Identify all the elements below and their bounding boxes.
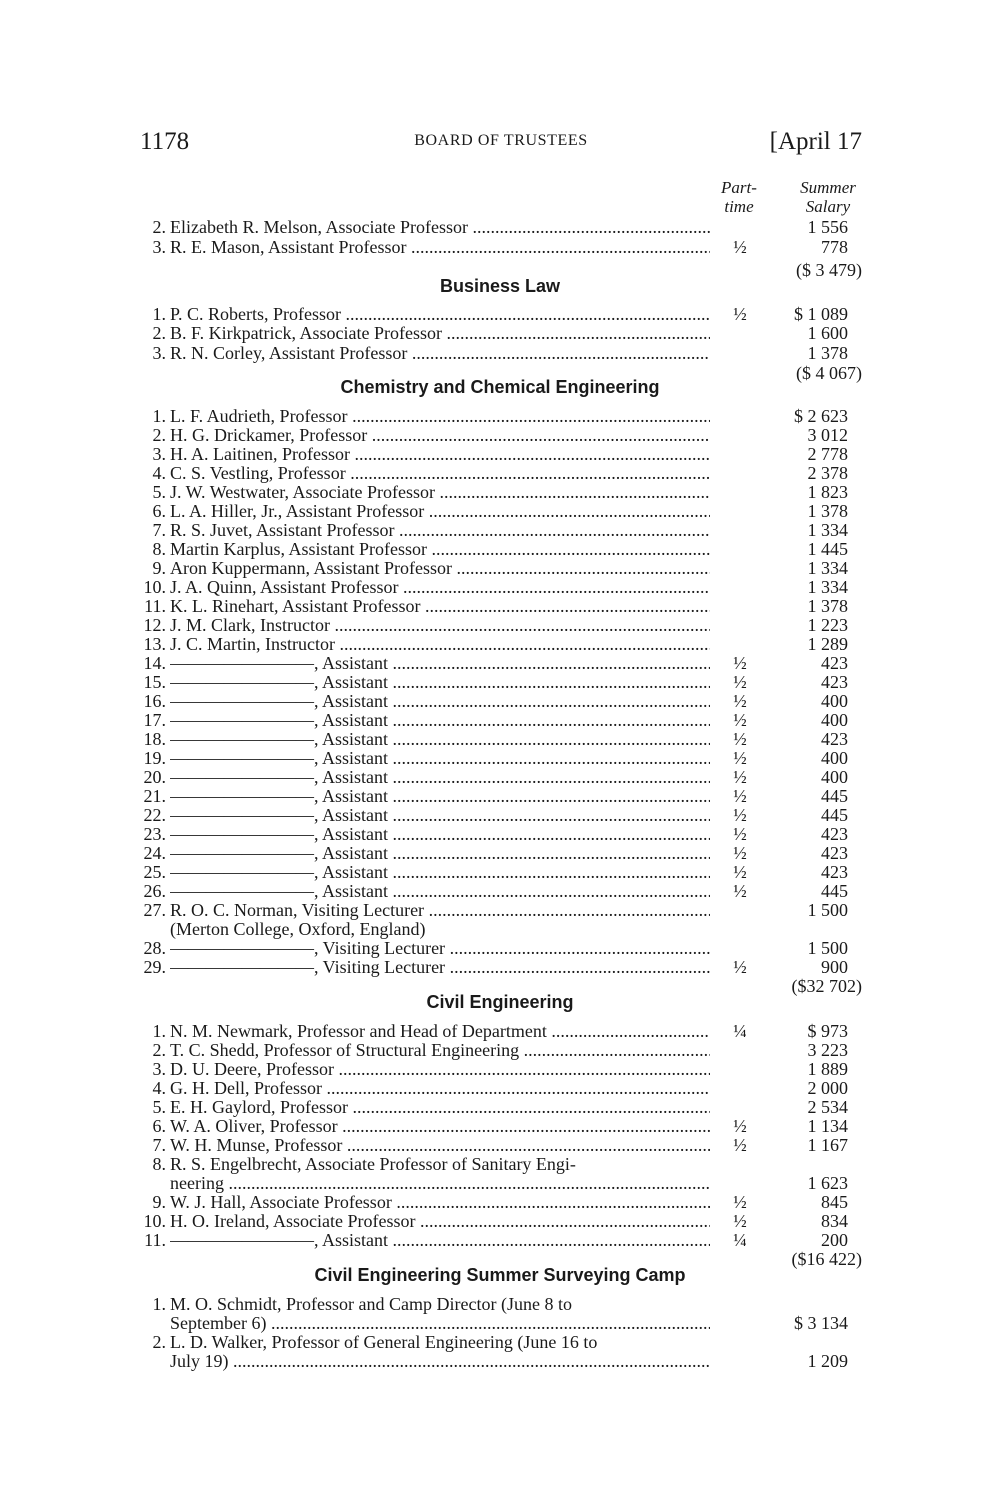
running-title: BOARD OF TRUSTEES xyxy=(414,132,588,149)
entry-row xyxy=(0,1116,1000,1136)
entry-number: 2. xyxy=(152,323,166,343)
part-time-fraction: ½ xyxy=(733,881,747,901)
entry-row xyxy=(0,843,1000,863)
part-time-fraction: ½ xyxy=(733,237,747,257)
entry-row xyxy=(0,862,1000,882)
summer-salary: 1 134 xyxy=(807,1116,848,1136)
entry-number: 9. xyxy=(152,558,166,578)
entry-text: ————————, Assistant ..... xyxy=(170,672,710,692)
part-time-fraction: ½ xyxy=(733,824,747,844)
summer-salary: 2 778 xyxy=(807,444,848,464)
entry-row xyxy=(0,824,1000,844)
entry-row xyxy=(0,1040,1000,1060)
entry-number: 6. xyxy=(152,1116,166,1136)
entry-text: R. O. C. Norman, Visiting Lecturer ..... xyxy=(170,900,710,920)
section-heading: Civil Engineering Summer Surveying Camp xyxy=(314,1265,686,1285)
part-time-fraction: ½ xyxy=(733,729,747,749)
summer-salary: 1 167 xyxy=(807,1135,848,1155)
entry-number: 11. xyxy=(144,596,166,616)
entry-text: H. O. Ireland, Associate Professor ..... xyxy=(170,1211,710,1231)
entry-row xyxy=(0,577,1000,597)
entry-number: 4. xyxy=(152,1078,166,1098)
entry-row xyxy=(0,1313,1000,1333)
summer-salary: $ 973 xyxy=(807,1021,848,1041)
entry-text: L. A. Hiller, Jr., Assistant Professor ..... xyxy=(170,501,710,521)
entry-text: W. J. Hall, Associate Professor ..... xyxy=(170,1192,710,1212)
entry-number: 7. xyxy=(152,520,166,540)
part-time-fraction: ½ xyxy=(733,672,747,692)
entry-number: 17. xyxy=(143,710,166,730)
entry-text: ————————, Assistant ..... xyxy=(170,843,710,863)
entry-row xyxy=(0,406,1000,426)
entry-text: E. H. Gaylord, Professor ..... xyxy=(170,1097,710,1117)
entry-number: 3. xyxy=(152,237,166,257)
summer-salary: 834 xyxy=(821,1211,848,1231)
summer-salary: 1 289 xyxy=(807,634,848,654)
entry-row xyxy=(0,520,1000,540)
summer-salary: 423 xyxy=(821,729,848,749)
summer-salary: 400 xyxy=(821,767,848,787)
part-time-fraction: ½ xyxy=(733,862,747,882)
entry-text: L. D. Walker, Professor of General Engineering (June 16 to xyxy=(170,1332,598,1352)
entry-row xyxy=(0,691,1000,711)
entry-number: 19. xyxy=(143,748,166,768)
entry-number: 10. xyxy=(143,577,166,597)
section-heading: Business Law xyxy=(439,276,561,296)
summer-salary: $ 1 089 xyxy=(794,304,848,324)
entry-number: 1. xyxy=(152,406,166,426)
entry-number: 26. xyxy=(143,881,166,901)
entry-row xyxy=(0,710,1000,730)
entry-number: 8. xyxy=(152,1154,166,1174)
entry-number: 27. xyxy=(143,900,166,920)
entry-row xyxy=(0,1211,1000,1231)
summer-salary: 423 xyxy=(821,653,848,673)
entry-row xyxy=(0,1021,1000,1041)
entry-row xyxy=(0,653,1000,673)
summer-salary: 778 xyxy=(821,237,848,257)
summer-salary: 445 xyxy=(821,805,848,825)
entry-text: ————————, Assistant ..... xyxy=(170,1230,710,1250)
entry-text: September 6) ..... xyxy=(170,1313,710,1333)
entry-text: J. W. Westwater, Associate Professor ..... xyxy=(170,482,710,502)
entry-text: ————————, Assistant ..... xyxy=(170,824,710,844)
part-time-fraction: ½ xyxy=(733,1211,747,1231)
summer-salary: 400 xyxy=(821,748,848,768)
entry-text: Elizabeth R. Melson, Associate Professor ..... xyxy=(170,217,710,237)
entry-row xyxy=(0,425,1000,445)
entry-row xyxy=(0,1230,1000,1250)
entry-number: 1. xyxy=(152,1294,166,1314)
entry-number: 3. xyxy=(152,343,166,363)
entry-row xyxy=(0,304,1000,324)
summer-salary: 445 xyxy=(821,786,848,806)
summer-salary: 3 223 xyxy=(807,1040,848,1060)
entry-row xyxy=(0,501,1000,521)
section-total: ($ 3 479) xyxy=(796,260,862,280)
entry-number: 23. xyxy=(143,824,166,844)
summer-salary: 423 xyxy=(821,862,848,882)
running-date: [April 17 xyxy=(769,128,862,155)
entry-row xyxy=(0,1154,1000,1174)
entry-text: ————————, Assistant ..... xyxy=(170,691,710,711)
part-time-header-text: Part- time xyxy=(721,178,757,216)
entry-row xyxy=(0,900,1000,920)
part-time-fraction: ½ xyxy=(733,304,747,324)
entry-number: 18. xyxy=(143,729,166,749)
entry-text: R. S. Engelbrecht, Associate Professor of Sanitary Engi- xyxy=(170,1154,576,1174)
entry-text: W. A. Oliver, Professor ..... xyxy=(170,1116,710,1136)
entry-text: K. L. Rinehart, Assistant Professor ..... xyxy=(170,596,710,616)
entry-number: 15. xyxy=(143,672,166,692)
entry-row xyxy=(0,1294,1000,1314)
entry-row xyxy=(0,1351,1000,1371)
part-time-fraction: ½ xyxy=(733,786,747,806)
part-time-fraction: ½ xyxy=(733,805,747,825)
entry-text: ————————, Assistant ..... xyxy=(170,729,710,749)
summer-salary: 1 623 xyxy=(807,1173,848,1193)
entry-number: 5. xyxy=(152,1097,166,1117)
part-time-fraction: ½ xyxy=(733,748,747,768)
entry-row xyxy=(0,938,1000,958)
entry-text: ————————, Assistant ..... xyxy=(170,862,710,882)
part-time-fraction: ½ xyxy=(733,710,747,730)
section-total: ($32 702) xyxy=(791,976,862,996)
entry-text: neering ..... xyxy=(170,1173,710,1193)
entry-row xyxy=(0,634,1000,654)
entry-number: 13. xyxy=(143,634,166,654)
entry-text: ————————, Assistant ..... xyxy=(170,653,710,673)
entry-number: 2. xyxy=(152,425,166,445)
summer-salary: 1 334 xyxy=(807,558,848,578)
entry-text: ————————, Visiting Lecturer ..... xyxy=(170,957,710,977)
summer-salary: 200 xyxy=(821,1230,848,1250)
summer-salary: 423 xyxy=(821,843,848,863)
entry-row xyxy=(0,596,1000,616)
entry-text: M. O. Schmidt, Professor and Camp Director (June 8 to xyxy=(170,1294,572,1314)
entry-text: H. G. Drickamer, Professor ..... xyxy=(170,425,710,445)
entry-text: J. C. Martin, Instructor ..... xyxy=(170,634,710,654)
entry-row xyxy=(0,444,1000,464)
entry-number: 3. xyxy=(152,1059,166,1079)
part-time-fraction: ½ xyxy=(733,843,747,863)
entry-text: ————————, Assistant ..... xyxy=(170,805,710,825)
part-time-fraction: ½ xyxy=(733,1116,747,1136)
entry-text: J. A. Quinn, Assistant Professor ..... xyxy=(170,577,710,597)
entry-number: 2. xyxy=(152,217,166,237)
summer-salary: 2 378 xyxy=(807,463,848,483)
entry-number: 4. xyxy=(152,463,166,483)
entry-number: 11. xyxy=(144,1230,166,1250)
summer-salary: 423 xyxy=(821,824,848,844)
entry-row xyxy=(0,615,1000,635)
entry-text: D. U. Deere, Professor ..... xyxy=(170,1059,710,1079)
entry-row xyxy=(0,957,1000,977)
section-heading: Chemistry and Chemical Engineering xyxy=(340,377,660,397)
summer-salary: 445 xyxy=(821,881,848,901)
entry-text: H. A. Laitinen, Professor ..... xyxy=(170,444,710,464)
entry-text: L. F. Audrieth, Professor ..... xyxy=(170,406,710,426)
entry-text: Aron Kuppermann, Assistant Professor ..... xyxy=(170,558,710,578)
entry-text: July 19) ..... xyxy=(170,1351,710,1371)
entry-text: Martin Karplus, Assistant Professor ..... xyxy=(170,539,710,559)
entry-row xyxy=(0,217,1000,237)
part-time-fraction: ½ xyxy=(733,1135,747,1155)
continuation-text: (Merton College, Oxford, England) xyxy=(170,919,426,939)
page-number: 1178 xyxy=(140,128,190,155)
entry-text: ————————, Visiting Lecturer ..... xyxy=(170,938,710,958)
summer-salary: 2 000 xyxy=(807,1078,848,1098)
summer-salary: 3 012 xyxy=(807,425,848,445)
entry-number: 1. xyxy=(152,1021,166,1041)
entry-text: P. C. Roberts, Professor ..... xyxy=(170,304,710,324)
entry-text: ————————, Assistant ..... xyxy=(170,748,710,768)
summer-salary: 1 334 xyxy=(807,520,848,540)
summer-salary: 400 xyxy=(821,710,848,730)
entry-number: 12. xyxy=(143,615,166,635)
entry-row xyxy=(0,1135,1000,1155)
entry-number: 22. xyxy=(143,805,166,825)
section-heading: Civil Engineering xyxy=(426,992,574,1012)
summer-salary: 1 223 xyxy=(807,615,848,635)
entry-number: 6. xyxy=(152,501,166,521)
entry-number: 2. xyxy=(152,1040,166,1060)
part-time-fraction: ½ xyxy=(733,767,747,787)
section-total: ($ 4 067) xyxy=(796,363,862,383)
summer-salary: 400 xyxy=(821,691,848,711)
part-time-fraction: ½ xyxy=(733,957,747,977)
summer-salary: $ 2 623 xyxy=(794,406,848,426)
entry-text: ————————, Assistant ..... xyxy=(170,710,710,730)
entry-row xyxy=(0,463,1000,483)
part-time-fraction: ¼ xyxy=(733,1230,747,1250)
part-time-fraction: ½ xyxy=(733,1192,747,1212)
summer-salary: 423 xyxy=(821,672,848,692)
section-total: ($16 422) xyxy=(791,1249,862,1269)
entry-number: 24. xyxy=(143,843,166,863)
entry-row xyxy=(0,767,1000,787)
entry-row xyxy=(0,539,1000,559)
part-time-fraction: ¼ xyxy=(733,1021,747,1041)
entry-number: 8. xyxy=(152,539,166,559)
summer-salary: 1 556 xyxy=(807,217,848,237)
entry-text: C. S. Vestling, Professor ..... xyxy=(170,463,710,483)
summer-salary: 1 378 xyxy=(807,343,848,363)
entry-row xyxy=(0,1173,1000,1193)
entry-number: 28. xyxy=(143,938,166,958)
summer-salary: 1 378 xyxy=(807,596,848,616)
entry-row xyxy=(0,482,1000,502)
entry-row xyxy=(0,1097,1000,1117)
entry-number: 2. xyxy=(152,1332,166,1352)
summer-salary: $ 3 134 xyxy=(794,1313,848,1333)
entry-text: J. M. Clark, Instructor ..... xyxy=(170,615,710,635)
entry-text: ————————, Assistant ..... xyxy=(170,881,710,901)
entry-text: G. H. Dell, Professor ..... xyxy=(170,1078,710,1098)
entry-text: R. S. Juvet, Assistant Professor ..... xyxy=(170,520,710,540)
entry-number: 29. xyxy=(143,957,166,977)
part-time-fraction: ½ xyxy=(733,653,747,673)
entry-row xyxy=(0,786,1000,806)
summer-salary: 2 534 xyxy=(807,1097,848,1117)
entry-number: 3. xyxy=(152,444,166,464)
entry-text: R. N. Corley, Assistant Professor ..... xyxy=(170,343,710,363)
summer-salary: 900 xyxy=(821,957,848,977)
summer-salary-header-text: Summer Salary xyxy=(800,178,856,216)
entry-number: 10. xyxy=(143,1211,166,1231)
entry-row xyxy=(0,1192,1000,1212)
entry-row xyxy=(0,558,1000,578)
entry-row xyxy=(0,881,1000,901)
entry-number: 14. xyxy=(143,653,166,673)
entry-text: ————————, Assistant ..... xyxy=(170,786,710,806)
entry-row xyxy=(0,672,1000,692)
entry-text: W. H. Munse, Professor ..... xyxy=(170,1135,710,1155)
continuation-line xyxy=(0,919,1000,939)
entry-number: 21. xyxy=(143,786,166,806)
entry-text: ————————, Assistant ..... xyxy=(170,767,710,787)
summer-salary: 1 889 xyxy=(807,1059,848,1079)
entry-row xyxy=(0,323,1000,343)
part-time-fraction: ½ xyxy=(733,691,747,711)
entry-row xyxy=(0,343,1000,363)
entry-row xyxy=(0,1332,1000,1352)
entry-number: 1. xyxy=(152,304,166,324)
entry-text: R. E. Mason, Assistant Professor ..... xyxy=(170,237,710,257)
entry-number: 20. xyxy=(143,767,166,787)
entry-row xyxy=(0,237,1000,257)
summer-salary: 1 500 xyxy=(807,938,848,958)
summer-salary: 1 600 xyxy=(807,323,848,343)
summer-salary: 1 823 xyxy=(807,482,848,502)
entry-number: 5. xyxy=(152,482,166,502)
entry-row xyxy=(0,1078,1000,1098)
entry-text: B. F. Kirkpatrick, Associate Professor ..... xyxy=(170,323,710,343)
entry-number: 7. xyxy=(152,1135,166,1155)
entry-number: 25. xyxy=(143,862,166,882)
entry-row xyxy=(0,1059,1000,1079)
summer-salary: 1 445 xyxy=(807,539,848,559)
summer-salary: 1 500 xyxy=(807,900,848,920)
entry-row xyxy=(0,805,1000,825)
entry-text: T. C. Shedd, Professor of Structural Engineering ..... xyxy=(170,1040,710,1060)
summer-salary: 1 209 xyxy=(807,1351,848,1371)
summer-salary: 1 378 xyxy=(807,501,848,521)
entry-text: N. M. Newmark, Professor and Head of Department ..... xyxy=(170,1021,710,1041)
summer-salary: 845 xyxy=(821,1192,848,1212)
entry-row xyxy=(0,729,1000,749)
entry-number: 9. xyxy=(152,1192,166,1212)
summer-salary: 1 334 xyxy=(807,577,848,597)
entry-number: 16. xyxy=(143,691,166,711)
entry-row xyxy=(0,748,1000,768)
